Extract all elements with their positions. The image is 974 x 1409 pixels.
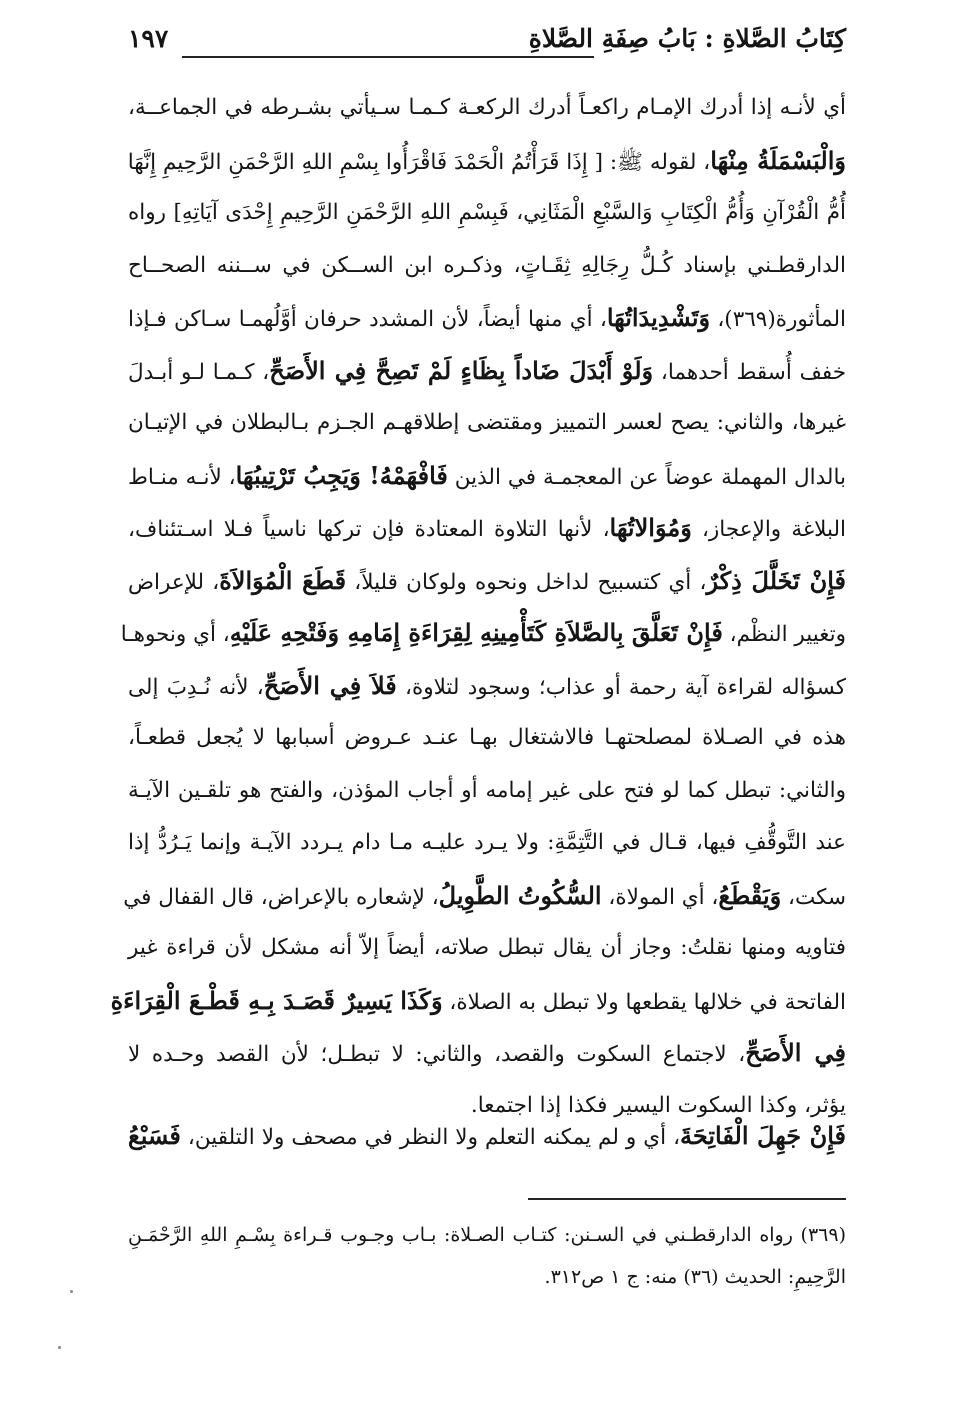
commentary-text: ، أي كتسبيح لداخل ونحوه ولوكان قليلاً، [346,569,707,595]
commentary-text: ، أي المولاة، [601,884,719,910]
commentary-text: الدارقطـني بإسناد كُـلُّ رِجَالِهِ ثِقَـاتٍ، وذكـره ابن الســكن في ســننه الصحــاح [128,252,846,278]
text-line [128,397,846,450]
matn-text: فَسَبْعُ [128,1121,181,1150]
commentary-text: غيرها، والثاني: يصح لعسر التمييز ومقتضى إطلاقهـم الجـزم بـالبطلان في الإتيـان [128,410,846,435]
text-line [128,1027,846,1080]
matn-text: وَيَقْطَعُ [718,880,782,910]
commentary-text: ، لقوله ﷺ: [ إِذَا قَرَأْتُمُ الْحَمْدَ فَاقْرَأُوا بِسْمِ اللهِ الرَّحْمَنِ الرَّحِيمِ إِنَّهَا [127,149,711,175]
text-line [128,240,846,293]
commentary-text: ، لاجتماع السكوت والقصد، والثاني: لا تبطـل؛ لأن القصد وحـده لا [128,1042,746,1067]
matn-text: فَافْهَمْهُ! وَيَجِبُ تَرْتِيبُهَا [235,460,448,490]
commentary-text: ، لأنها التلاوة المعتادة فإن تركها ناسياً فـلا اسـتئناف، [128,517,610,542]
commentary-text: ، لأنه نُـدِبَ إلى [128,674,264,700]
matn-text: السُّكُوتُ الطَّوِيلُ [438,880,602,910]
commentary-text: ، لإشعاره بالإعراض، قال القفال في [123,884,439,910]
commentary-text: فتاويه ومنها نقلتُ: وجاز أن يقال تبطل صلاته، أيضاً إلاّ أنه مشكل لأن قراءة غير [128,935,846,960]
commentary-text: سكت، [781,884,846,910]
text-line [128,1110,846,1163]
text-line [128,712,846,765]
commentary-text: البلاغة والإعجاز، [691,517,846,542]
text-line [128,555,846,608]
commentary-text: الرَّحِيمِ: الحديث (٣٦) منه: ج ١ ص٣١٢. [544,1266,846,1288]
text-line [128,292,846,345]
footnotes [128,1214,846,1298]
commentary-text: ، للإعراض [128,569,220,595]
scan-speck [70,1290,73,1293]
text-line [128,817,846,870]
commentary-text: ، أي منها أيضاً، لأن المشدد حرفان أوَّلُهمـا سـاكن فـإذا [128,307,607,332]
matn-text: فَإِنْ جَهِلَ الْفَاتِحَةَ [680,1121,847,1150]
matn-text: وَالْبَسْمَلَةُ مِنْهَا [710,145,846,175]
text-line [128,450,846,503]
scan-speck [58,1346,61,1349]
running-title: كِتَابُ الصَّلاةِ : بَابُ صِفَةِ الصَّلاةِ [528,24,846,53]
text-line [128,135,846,188]
footnote-separator [528,1198,846,1200]
commentary-text: يؤثر، وكذا السكوت اليسير فكذا إذا اجتمعا. [470,1092,846,1118]
main-text [110,82,847,1132]
commentary-text: ، كـمـا لـو أبـدلَ [128,359,270,385]
commentary-text: عند التَّوقُّفِ فيها، قـال في التَّتِمَّةِ: ولا يـرد عليـه مـا دام يـردد الآيـة وإنما يَـرُدُّ إذا [128,830,846,855]
commentary-text: ، لأنـه منـاط [128,464,236,490]
text-line [128,765,846,818]
commentary-text: خفف أُسقط أحدهما، [653,359,847,385]
text-line [110,975,846,1028]
commentary-text: بالدال المهملة عوضاً عن المعجمـة في الذين [447,464,846,490]
text-line [128,660,846,713]
text-line [128,922,846,975]
page-number: ١٩٧ [128,24,169,53]
commentary-text: ، أي ونحوهـا [120,622,230,647]
matn-text: فَإِنْ تَخَلَّلَ ذِكْرٌ [706,565,846,595]
commentary-text: كسؤاله لقراءة آية رحمة أو عذاب؛ وسجود لتلاوة، [396,674,846,700]
matn-text: وَتَشْدِيدَاتُهَا [606,303,711,332]
commentary-text: هذه في الصـلاة لمصلحتهـا فالاشتغال بهـا عنـد عـروض أسبابها لا يُجعل قطعـاً، [128,725,846,750]
matn-text: فِي الأَصَحِّ [745,1038,847,1067]
matn-text: وَلَوْ أَبْدَلَ ضَاداً بِظَاءٍ لَمْ تَصِحَّ فِي الأَصَحِّ [269,355,654,385]
text-line [128,82,846,135]
text-line [128,1214,846,1256]
header-rule [182,56,594,58]
text-line [128,1256,846,1298]
commentary-text: الفاتحة في خلالها يقطعها ولا تبطل به الصلاة، [442,989,846,1015]
commentary-text: أُمُّ الْقُرْآنِ وَأُمُّ الْكِتَابِ وَالسَّبْعِ الْمَثَانِي، فَبِسْمِ اللهِ الرَّحْمَنِ الرَّحِيمِ إِحْدَى آيَاتِهِ] رواه [128,200,846,225]
matn-text: فَإِنْ تَعَلَّقَ بِالصَّلاَةِ كَتَأْمِينِهِ لِقِرَاءَةِ إِمَامِهِ وَفَتْحِهِ عَلَيْهِ [229,618,723,647]
matn-text: قَطَعَ الْمُوَالاَةَ [219,565,347,595]
text-line [128,187,846,240]
text-line [128,345,846,398]
matn-text: وَكَذَا يَسِيرٌ قَصَـدَ بِـهِ قَطْـعَ الْقِرَاءَةِ [110,985,443,1015]
commentary-text: ، أي و لم يمكنه التعلم ولا النظر في مصحف ولا التلقين، [180,1125,681,1150]
commentary-text: والثاني: تبطل كما لو فتح على غير إمامه أو أجاب المؤذن، والفتح هو تلقـين الآيـة [128,777,846,803]
text-line [123,870,846,923]
commentary-text: (٣٦٩) رواه الدارقطـني في السـنن: كتـاب الصـلاة: بـاب وجـوب قـراءة بِسْـمِ اللهِ الرَّحْمَـنِ [128,1224,846,1246]
text-line [120,607,846,660]
text-line [128,502,846,555]
commentary-text: أي لأنـه إذا أدرك الإمـام راكعـاً أدرك الركعـة كـمـا سـيأتي بشـرطه في الجماعــة، [128,95,846,120]
matn-text: وَمُوَالاتُهَا [609,513,692,542]
commentary-text: المأثورة(٣٦٩)، [710,307,846,332]
matn-text: فَلاَ فِي الأَصَحِّ [263,670,397,700]
commentary-text: وتغيير النظْم، [722,622,846,647]
second-paragraph [128,1110,846,1163]
page-header [128,22,846,62]
